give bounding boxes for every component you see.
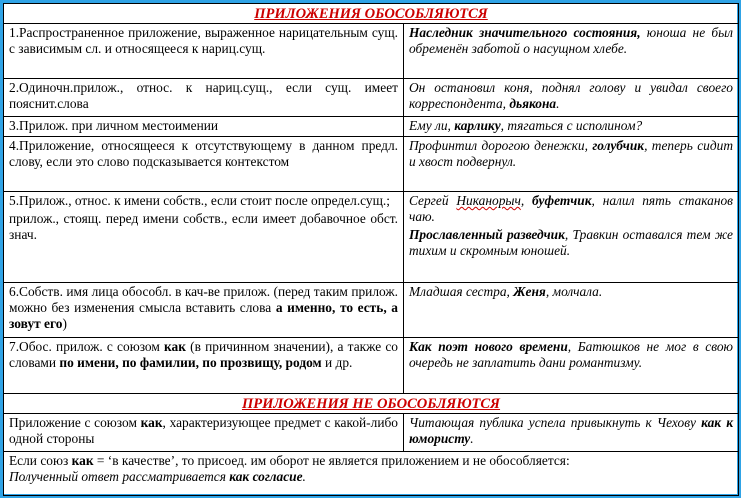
table-row xyxy=(4,117,739,137)
rule-7-example: Как поэт нового времени, Батюшков не мог в свою очередь не заплатить дани романтизму. xyxy=(404,338,739,394)
table-row xyxy=(4,24,739,79)
table-row xyxy=(4,414,739,452)
header-row-not-separated xyxy=(4,394,739,414)
rule-4-example: Профинтил дорогою денежки, голубчик, теперь сидит и хвост подвернул. xyxy=(404,137,739,192)
rule-3-text: 3.Прилож. при личном местоимении xyxy=(4,117,404,137)
rule-1-example: Наследник значительного состояния, юноша не был обременён заботой о насущном хлебе. xyxy=(404,24,739,79)
rule-2-text: 2.Одиночн.прилож., относ. к нариц.сущ., если сущ. имеет пояснит.слова xyxy=(4,79,404,117)
footer-row xyxy=(4,452,739,496)
title-separated: ПРИЛОЖЕНИЯ ОБОСОБЛЯЮТСЯ xyxy=(4,4,739,24)
header-row-separated xyxy=(4,4,739,24)
table-row xyxy=(4,79,739,117)
rule-7-text: 7.Обос. прилож. с союзом как (в причинном значении), а также со словами по имени, по фамилии, по прозвищу, родом и др. xyxy=(4,338,404,394)
rule-5-text: 5.Прилож., относ. к имени собств., если стоит после определ.сущ.; прилож., стоящ. перед имени собств., если имеет добавочное обст. знач. xyxy=(4,192,404,283)
footer-note: Если союз как = ‘в качестве’, то присоед. им оборот не является приложением и не обособляется: Полученный ответ рассматривается как согласие. xyxy=(4,452,739,496)
rule-4-text: 4.Приложение, относящееся к отсутствующему в данном предл. слову, если это слово подсказывается контекстом xyxy=(4,137,404,192)
table-row xyxy=(4,192,739,283)
rules-table xyxy=(3,3,739,496)
rule-6-text: 6.Собств. имя лица обособл. в кач-ве прилож. (перед таким прилож. можно без изменения смысла вставить слова а именно, то есть, а зовут его) xyxy=(4,283,404,338)
rule-2-example: Он остановил коня, поднял голову и увидал своего корреспондента, дьякона. xyxy=(404,79,739,117)
table-row xyxy=(4,283,739,338)
not-separated-example: Читающая публика успела привыкнуть к Чехову как к юмористу. xyxy=(404,414,739,452)
rule-6-example: Младшая сестра, Женя, молчала. xyxy=(404,283,739,338)
title-not-separated: ПРИЛОЖЕНИЯ НЕ ОБОСОБЛЯЮТСЯ xyxy=(4,394,739,414)
rule-1-text: 1.Распространенное приложение, выраженное нарицательным сущ. с зависимым сл. и относящееся к нариц.сущ. xyxy=(4,24,404,79)
rule-3-example: Ему ли, карлику, тягаться с исполином? xyxy=(404,117,739,137)
table-row xyxy=(4,338,739,394)
not-separated-rule-text: Приложение с союзом как, характеризующее предмет с какой-либо одной стороны xyxy=(4,414,404,452)
table-row xyxy=(4,137,739,192)
rule-5-example: Сергей Никанорыч, буфетчик, налил пять стаканов чаю. Прославленный разведчик, Травкин оставался тем же тихим и скромным юношей. xyxy=(404,192,739,283)
